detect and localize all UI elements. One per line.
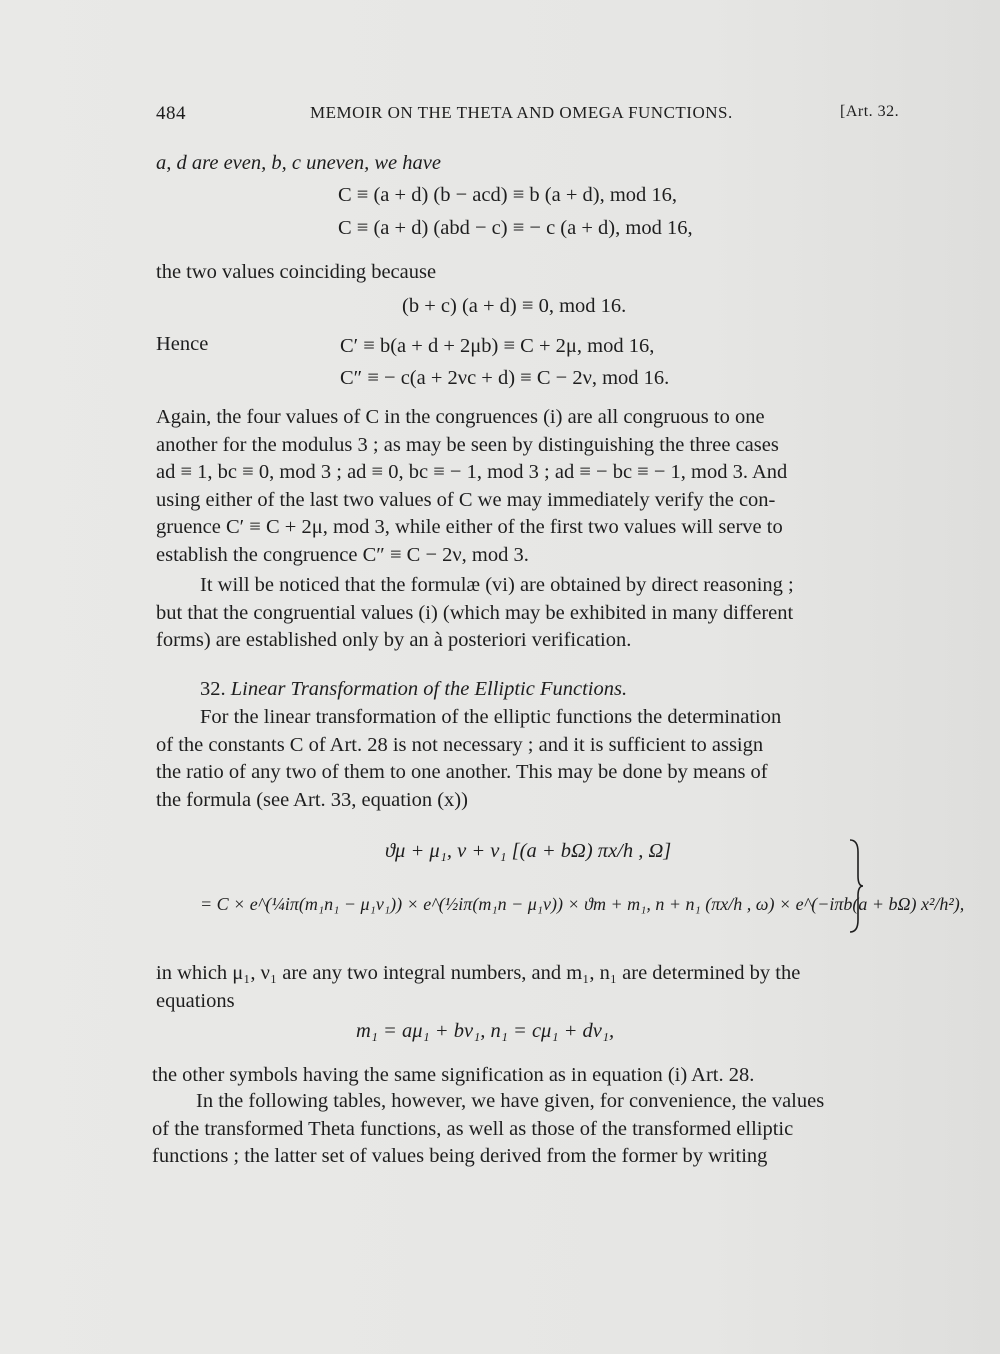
paragraph-noticed <box>156 572 896 655</box>
text-line: In the following tables, however, we have given, for convenience, the values <box>196 1090 825 1112</box>
text-line: the two values coinciding because <box>156 261 437 283</box>
page-number: 484 <box>156 103 186 124</box>
hence-label: Hence <box>156 333 209 355</box>
section-number: 32. <box>200 678 226 700</box>
text-line: using either of the last two values of C we may immediately verify the con- <box>156 488 776 511</box>
running-title: MEMOIR ON THE THETA AND OMEGA FUNCTIONS. <box>310 103 733 122</box>
text-line: another for the modulus 3 ; as may be seen by distinguishing the three cases <box>156 433 779 456</box>
text-line: in which μ₁, ν₁ are any two integral numbers, and m₁, n₁ are determined by the <box>156 962 801 984</box>
text-line: the ratio of any two of them to one another. This may be done by means of <box>156 761 768 783</box>
text-line: For the linear transformation of the elliptic functions the determination <box>200 706 782 728</box>
text-line: forms) are established only by an à posteriori verification. <box>156 629 632 651</box>
formula-line-1: ϑμ + μ₁, ν + ν₁ [(a + bΩ) πx/h , Ω] <box>385 840 672 862</box>
paragraph-which <box>156 960 896 1015</box>
text-line: of the constants C of Art. 28 is not necessary ; and it is sufficient to assign <box>156 733 764 756</box>
text-line: It will be noticed that the formulæ (vi) are obtained by direct reasoning ; <box>200 574 794 596</box>
text-line: establish the congruence C″ ≡ C − 2ν, mod 3. <box>156 543 529 566</box>
text-line: equations <box>156 989 235 1012</box>
right-brace-icon <box>848 838 864 934</box>
paragraph-tables <box>152 1088 892 1171</box>
equation-line: C″ ≡ − c(a + 2νc + d) ≡ C − 2ν, mod 16. <box>340 367 670 389</box>
text-line: ad ≡ 1, bc ≡ 0, mod 3 ; ad ≡ 0, bc ≡ − 1, mod 3 ; ad ≡ − bc ≡ − 1, mod 3. And <box>156 461 788 483</box>
text-line: the formula (see Art. 33, equation (x)) <box>156 788 468 811</box>
equation-line: C ≡ (a + d) (abd − c) ≡ − c (a + d), mod 16, <box>338 217 693 239</box>
equation-line: C ≡ (a + d) (b − acd) ≡ b (a + d), mod 16, <box>338 184 678 206</box>
equation-line: m₁ = aμ₁ + bν₁, n₁ = cμ₁ + dν₁, <box>356 1020 615 1042</box>
formula-line-2: = C × e^(¼iπ(m₁n₁ − μ₁ν₁)) × e^(½iπ(m₁n − μ₁ν)) × ϑm + m₁, n + n₁ (πx/h , ω) × e^(−iπb(a + bΩ) x²/h²), <box>200 894 965 914</box>
equation-line: (b + c) (a + d) ≡ 0, mod 16. <box>402 295 627 317</box>
text-line: Again, the four values of C in the congruences (i) are all congruous to one <box>156 406 765 428</box>
section-title: Linear Transformation of the Elliptic Functions. <box>230 678 628 700</box>
intro-line: a, d are even, b, c uneven, we have <box>156 152 441 174</box>
text-line: gruence C′ ≡ C + 2μ, mod 3, while either of the first two values will serve to <box>156 516 783 538</box>
section-heading <box>200 676 627 704</box>
paragraph-linear <box>156 704 896 814</box>
text-line: functions ; the latter set of values being derived from the former by writing <box>152 1145 768 1167</box>
text-line: of the transformed Theta functions, as well as those of the transformed elliptic <box>152 1117 794 1140</box>
text-line: but that the congruential values (i) (which may be exhibited in many different <box>156 601 794 624</box>
paragraph-again <box>156 404 896 569</box>
article-reference: [Art. 32. <box>840 103 900 120</box>
equation-line: C′ ≡ b(a + d + 2μb) ≡ C + 2μ, mod 16, <box>340 335 655 357</box>
text-line: the other symbols having the same signification as in equation (i) Art. 28. <box>152 1064 755 1086</box>
